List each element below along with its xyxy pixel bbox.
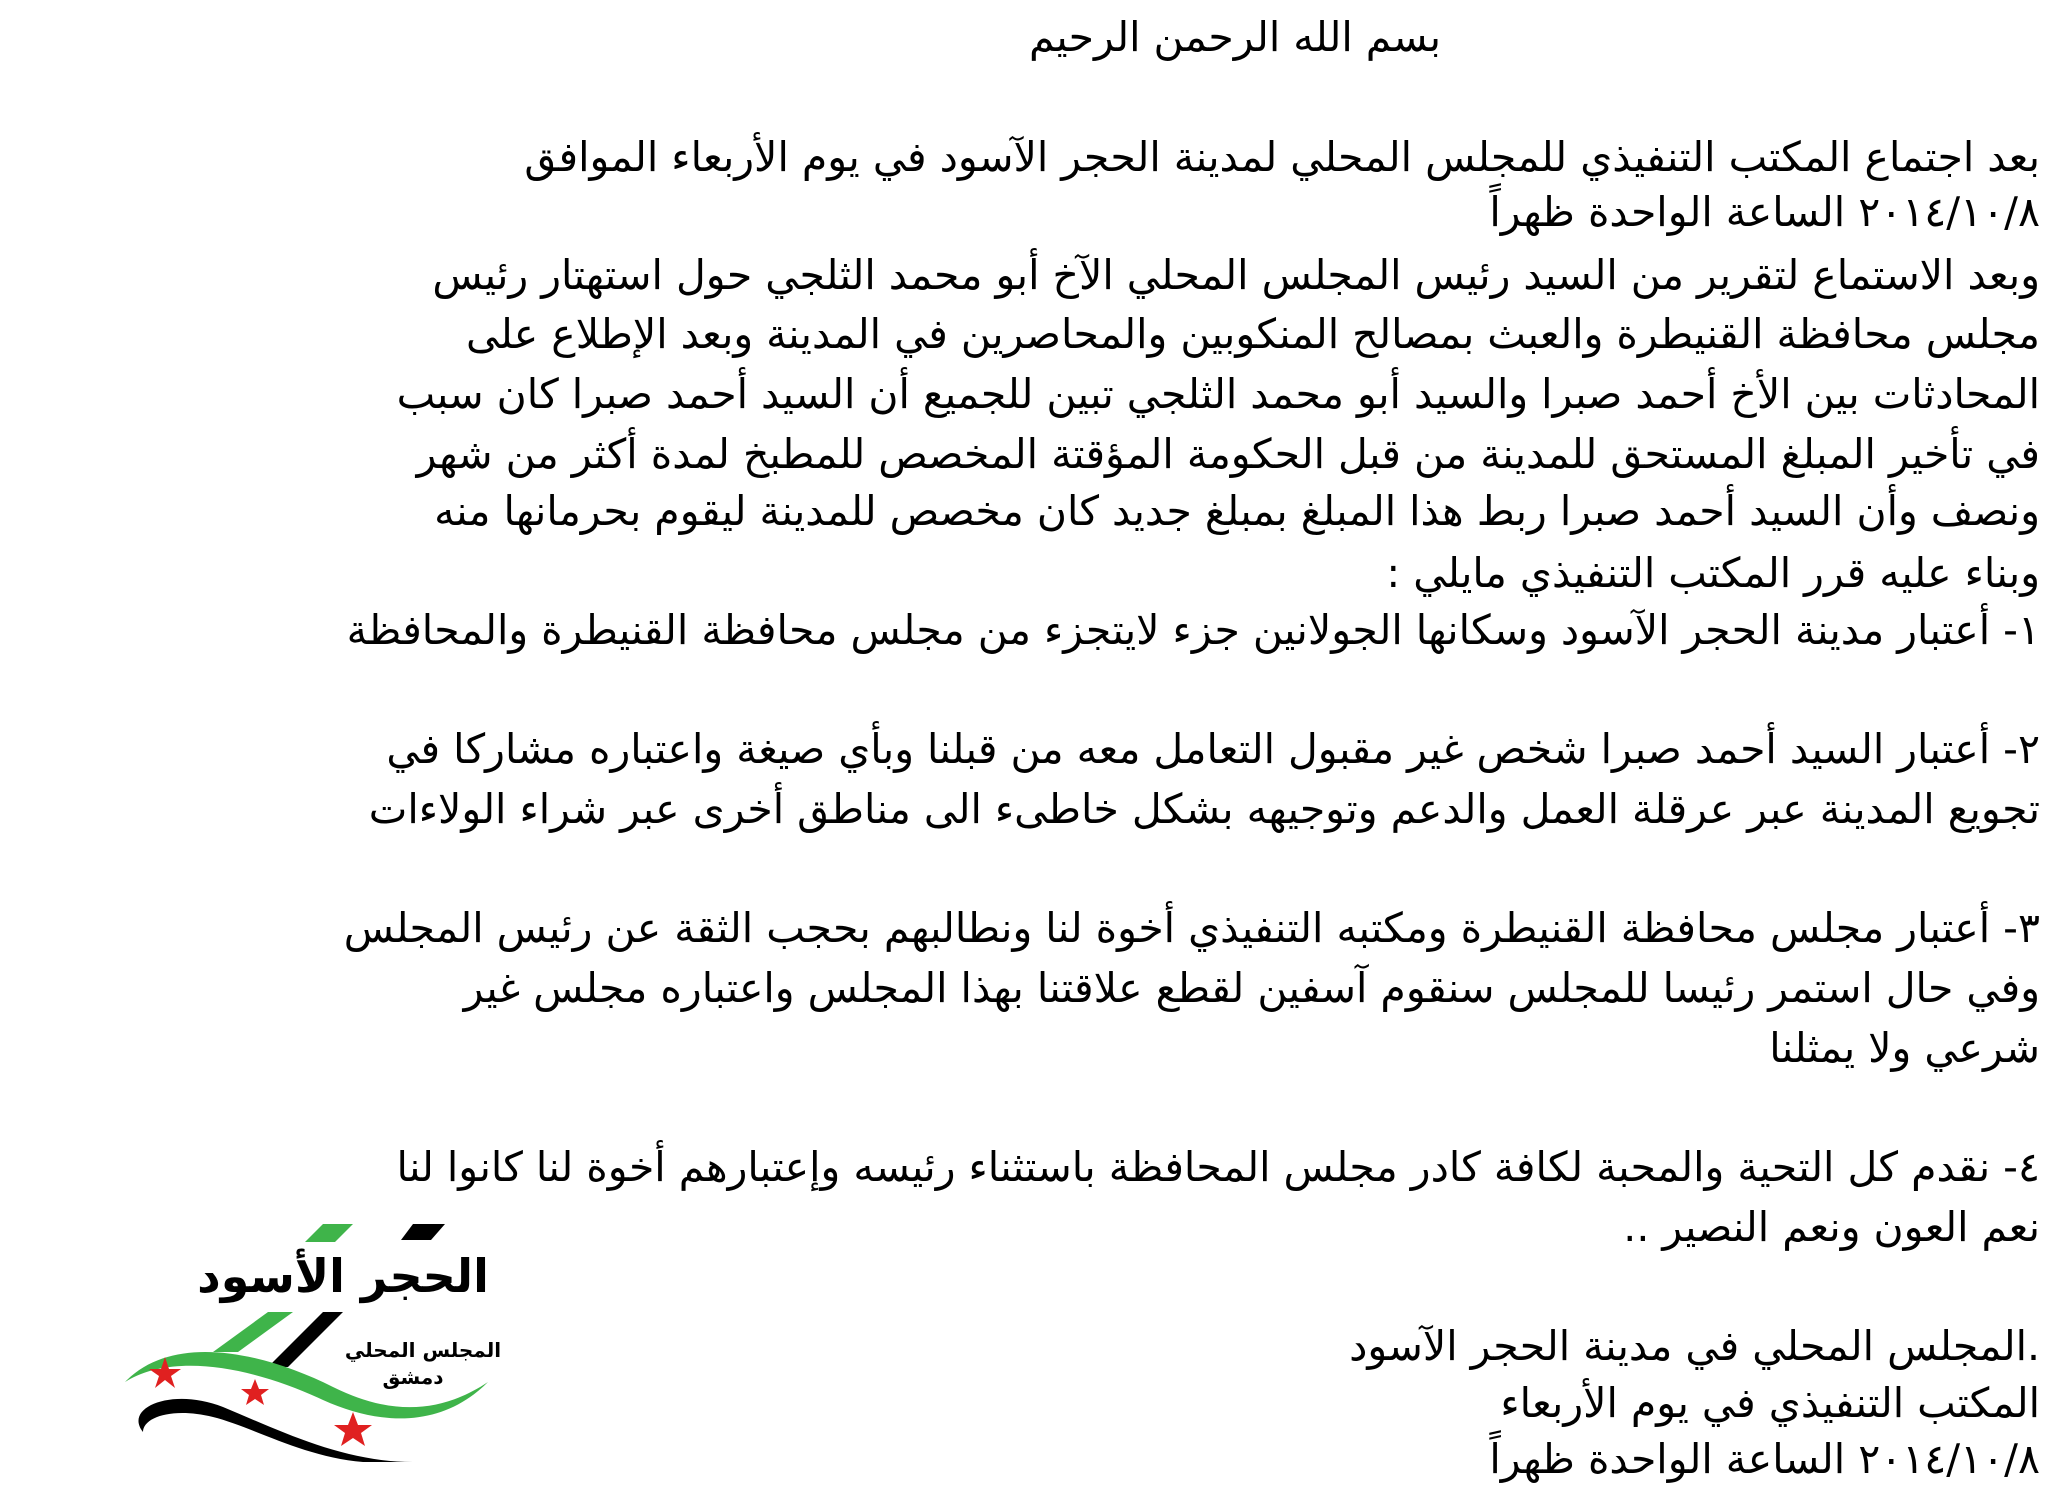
council-logo xyxy=(113,1212,503,1462)
svg-text:دمشق: دمشق xyxy=(382,1365,444,1389)
signature-council: .المجلس المحلي في مدينة الحجر الآسود xyxy=(1349,1322,2040,1370)
resolution-2: ٢- أعتبار السيد أحمد صبرا شخص غير مقبول التعامل معه من قبلنا وبأي صيغة واعتباره مشاركا في xyxy=(386,725,2040,773)
signature-office: المكتب التنفيذي في يوم الأربعاء xyxy=(1500,1379,2040,1427)
svg-text:المجلس المحلي: المجلس المحلي xyxy=(344,1338,502,1362)
text-line: بعد اجتماع المكتب التنفيذي للمجلس المحلي لمدينة الحجر الآسود في يوم الأربعاء الموافق xyxy=(524,133,2040,181)
text-line: وبعد الاستماع لتقرير من السيد رئيس المجلس المحلي الآخ أبو محمد الثلجي حول استهتار رئيس xyxy=(432,251,2040,299)
text-line: شرعي ولا يمثلنا xyxy=(1769,1024,2040,1072)
basmala-heading: بسم الله الرحمن الرحيم xyxy=(1028,13,1442,61)
resolution-3: ٣- أعتبار مجلس محافظة القنيطرة ومكتبه التنفيذي أخوة لنا ونطالبهم بحجب الثقة عن رئيس المجلس xyxy=(343,904,2040,952)
resolution-1: ١- أعتبار مدينة الحجر الآسود وسكانها الجولانين جزء لايتجزء من مجلس محافظة القنيطرة والمحافظة xyxy=(346,606,2040,654)
text-line: وفي حال استمر رئيسا للمجلس سنقوم آسفين لقطع علاقتنا بهذا المجلس واعتباره مجلس غير xyxy=(463,964,2040,1012)
text-line: تجويع المدينة عبر عرقلة العمل والدعم وتوجيهه بشكل خاطىء الى مناطق أخرى عبر شراء الولاءات xyxy=(368,785,2040,833)
text-line: مجلس محافظة القنيطرة والعبث بمصالح المنكوبين والمحاصرين في المدينة وبعد الإطلاع على xyxy=(466,310,2040,358)
svg-text:الحجر الأسود: الحجر الأسود xyxy=(197,1249,489,1303)
logo-graphic xyxy=(113,1212,503,1462)
text-line: نعم العون ونعم النصير .. xyxy=(1623,1203,2040,1251)
text-line: ونصف وأن السيد أحمد صبرا ربط هذا المبلغ بمبلغ جديد كان مخصص للمدينة ليقوم بحرمانها منه xyxy=(434,487,2040,535)
text-line: وبناء عليه قرر المكتب التنفيذي مايلي : xyxy=(1386,549,2040,597)
text-line: في تأخير المبلغ المستحق للمدينة من قبل الحكومة المؤقتة المخصص للمطبخ لمدة أكثر من شهر xyxy=(416,430,2040,478)
text-line: ٢٠١٤/١٠/٨ الساعة الواحدة ظهراً xyxy=(1489,188,2040,236)
signature-date: ٢٠١٤/١٠/٨ الساعة الواحدة ظهراً xyxy=(1489,1435,2040,1483)
text-line: المحادثات بين الأخ أحمد صبرا والسيد أبو محمد الثلجي تبين للجميع أن السيد أحمد صبرا كان سبب xyxy=(396,370,2040,418)
resolution-4: ٤- نقدم كل التحية والمحبة لكافة كادر مجلس المحافظة باستثناء رئيسه وإعتبارهم أخوة لنا كانوا لنا xyxy=(396,1143,2040,1191)
